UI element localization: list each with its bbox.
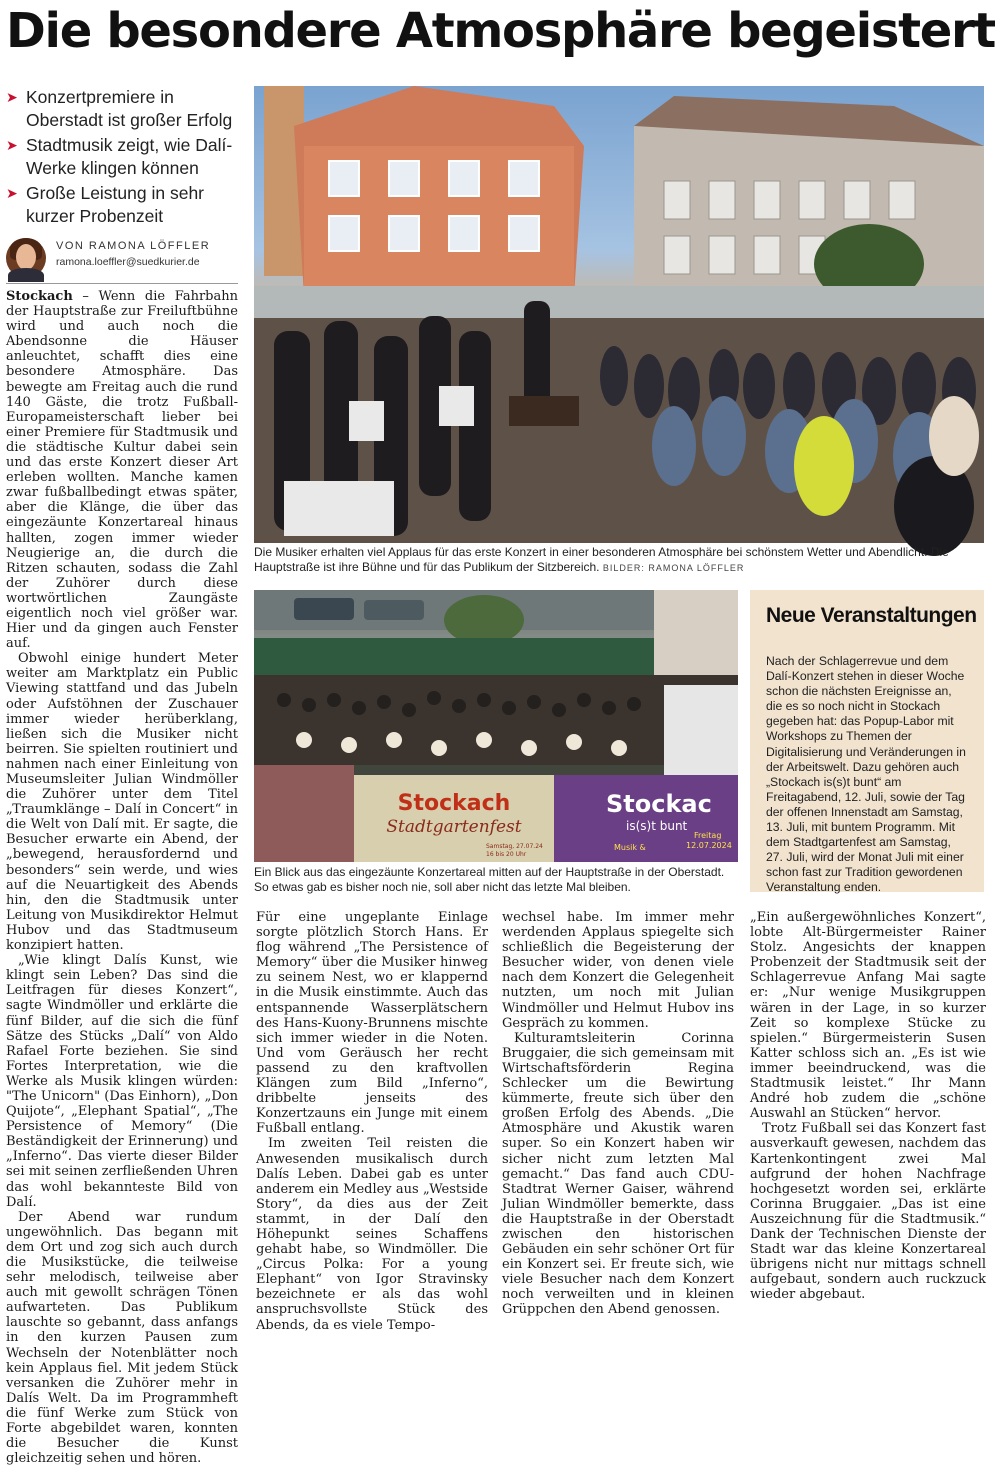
article-paragraph [6,289,238,651]
paragraph-text: – Wenn die Fahrbahn der Hauptstraße zur Freiluftbühne wird und auch noch die Abendsonne die Häuser anleuchtet, schafft dies eine besondere Atmosphäre. Das bewegte am Freitag auch die rund 140 Gäste, die trotz Fußball-Europameisterschaft lieber bei einer Premiere für Stadtmusik und die städtische Kultur dabei sein und das erste Konzert dieser Art erleben wollten. Manche kamen zwar fußballbedingt etwas später, aber die Klänge, die über das eingezäunte Konzertareal hinaus hallten, zogen immer wieder Neugierige an, die durch die Ritzen schauten, sodass die Zahl der Zuhörer durch diese wortwörtlichen Zaungäste eigentlich noch viel größer war. Hier und da gingen auch Fenster auf. [6,289,238,652]
teaser-bullet-text: Große Leistung in sehr kurzer Probenzeit [26,183,205,226]
arrow-bullet-icon: ➤ [6,137,18,153]
teaser-bullets [6,86,246,230]
article-paragraph: Im zweiten Teil reisten die Anwesenden musikalisch durch Dalís Leben. Dabei gab es unter anderem ein Medley aus „Westside Story“, da dies aus der Zeit stammt, in der Dalí den Höhepunkt seines Schaffens gehabt habe, so Windmöller. Die „Circus Polka: For a young Elephant“ von Igor Stravinsky bezeichnete er als das wohl anspruchsvollste Stück des Abends, da es viele Tempo- [256,1136,488,1333]
article-paragraph: Obwohl einige hundert Meter weiter am Marktplatz ein Public Viewing stattfand und das Jubeln oder Aufstöhnen der Zuschauer immer wieder herüberklang, ließen sich die Musiker nicht beirren. Sie spielten routiniert und nahmen nach einer Einleitung von Museumsleiter Julian Windmöller die Zuhörer unter dem Titel „Traumklänge – Dalí in Concert“ in die Welt von Dalí mit. Er sagte, die Besucher erwarte ein Abend, der „bewegend, herausfordernd und besonders“ sein werde, und wies auf die Neuartigkeit des Abends hin, den die Stadtmusik unter Leitung von Musikdirektor Helmut Hubov und das Stadtmuseum konzipiert hatten. [6,651,238,954]
photo-credit: BILDER: RAMONA LÖFFLER [602,563,745,573]
author-name: VON RAMONA LÖFFLER [56,240,211,252]
photo-illustration [254,86,984,543]
info-box-title: Neue Veranstaltungen [766,604,977,627]
banner-right-extra: Musik & [614,843,646,852]
photo1-caption [254,545,984,576]
headline: Die besondere Atmosphäre begeistert [6,3,995,59]
article-column-1 [6,289,238,1466]
author-avatar [6,238,46,278]
article-column-2 [256,910,488,1333]
banner-left-sub: Stadtgartenfest [386,817,522,837]
photo2-caption: Ein Blick aus das eingezäunte Konzertareal mitten auf der Hauptstraße in der Oberstadt. So etwas gab es bisher noch nie, soll aber nicht das letzte Mal bleiben. [254,865,725,894]
article-paragraph: „Ein außergewöhnliches Konzert“, lobte Alt-Bürgermeister Rainer Stolz. Angesichts der knappen Probenzeit der Stadtmusik seit der Schlagerrevue Anfang Mai sagte er: „Nur wenige Musikgruppen wären in der Lage, in so kurzer Zeit so komplexe Stücke zu spielen.“ Bürgermeisterin Susen Katter schloss sich an. „Es ist wie immer beeindruckend, was die Stadtmusik leistet.“ Ihr Mann André hob zudem die „schöne Auswahl an Stücken“ hervor. [750,910,986,1122]
info-box [750,590,984,895]
banner-left-title: Stockach [397,791,511,816]
article-paragraph: Trotz Fußball sei das Konzert fast ausverkauft gewesen, nachdem das Kartenkontingent zwei Mal aufgrund der hohen Nachfrage hochgesetzt worden sei, erklärte Corinna Bruggaier. „Das ist eine Auszeichnung für die Stadtmusik.“ Dank der Technischen Dienste der Stadt war das kleine Konzertareal übrigens nicht nur mittags schnell aufgebaut, sondern auch ruckzuck wieder abgebaut. [750,1121,986,1303]
banner-left-date: Samstag, 27.07.24 [486,843,543,850]
dateline: Stockach [6,289,73,304]
info-box-text: Nach der Schlagerrevue und dem Dalí-Konzert stehen in dieser Woche schon die nächsten Ereignisse an, die es so noch nicht in Stockach gegeben hat: das Popup-Labor mit Workshops zu Themen der Digitalisierung und Veränderungen in der Arbeitswelt. Dazu gehören auch „Stockach is(s)t bunt“ am Freitagabend, 12. Juli, sowie der Tag der offenen Innenstadt am Samstag, 13. Juli, mit buntem Programm. Mit dem Stadtgartenfest am Samstag, 27. Juli, wird der Monat Juli mit einer schon fast zur Tradition gewordenen Veranstaltung enden. [766,654,966,895]
article-paragraph: Für eine ungeplante Einlage sorgte plötzlich Storch Hans. Er flog während „The Persistence of Memory“ über die Musiker hinweg zu seinem Nest, wo er klappernd in die Musik einstimmte. Auch das entspannende Wasserplätschern des Hans-Kuony-Brunnens mischte sich immer wieder in die Noten. Und vom Geräusch her recht passend zu den kraftvollen Klängen zum Bild „Inferno“, dribbelte jenseits des Konzertzauns ein Junge mit einem Fußball entlang. [256,910,488,1137]
photo-illustration [254,590,738,862]
teaser-bullet-text: Konzertpremiere in Oberstadt ist großer Erfolg [26,87,233,130]
concert-audience-photo [254,86,984,543]
article-paragraph: Kulturamtsleiterin Corinna Bruggaier, die sich gemeinsam mit Wirtschaftsförderin Regina Schlecker um die Bewirtung kümmerte, freute sich über den großen Erfolg des Abends. „Die Atmosphäre und Akustik waren super. So ein Konzert haben wir sicher nicht zum letzten Mal gemacht.“ Das fand auch CDU-Stadtrat Werner Gaiser, während Julian Windmöller bemerkte, dass die Hauptstraße in der Oberstadt zwischen den historischen Gebäuden ein sehr schöner Ort für ein Konzert sei. Er freute sich, wie viele Besucher nach dem Konzert noch verweilten und in kleinen Grüppchen den Abend genossen. [502,1030,734,1318]
arrow-bullet-icon: ➤ [6,185,18,201]
banner-left-time: 16 bis 20 Uhr [486,851,527,858]
article-column-4 [750,910,986,1302]
article-column-3 [502,910,734,1318]
author-email[interactable]: ramona.loeffler@suedkurier.de [56,256,200,268]
concert-area-photo [254,590,738,862]
arrow-bullet-icon: ➤ [6,89,18,105]
article-paragraph: „Wie klingt Dalís Kunst, wie klingt sein Leben? Das sind die Leitfragen für dieses Konzert“, sagte Windmöller und erklärte die fünf Bilder, auf die sich die fünf Sätze des Stücks „Dalí“ von Aldo Rafael Forte beziehen. Sie sind Fortes Interpretation, wie die Werke als Musik klingen würden: "The Unicorn" (Das Einhorn), „Don Quijote“, „Elephant Spatial“, „The Persistence of Memory“ (Die Beständigkeit der Erinnerung) und „Inferno“. Das vierte dieser Bilder sei mit seinen zerfließenden Uhren das wohl bekannteste Bild von Dalí. [6,953,238,1210]
byline-divider [6,283,238,284]
article-paragraph: wechsel habe. Im immer mehr werdenden Applaus spiegelte sich schließlich die Begeisterung der Besucher wider, von denen viele nach dem Konzert die Gelegenheit nutzten, um noch mit Julian Windmöller und Helmut Hubov ins Gespräch zu kommen. [502,910,734,1031]
teaser-bullet-text: Stadtmusik zeigt, wie Dalí-Werke klingen können [26,135,233,178]
teaser-bullet [6,86,246,132]
teaser-bullet [6,182,246,228]
banner-right-title: Stockac [606,790,712,818]
article-paragraph: Der Abend war rundum ungewöhnlich. Das begann mit dem Ort und zog sich auch durch die Musikstücke, die teilweise sehr melodisch, teilweise aber auch mit gewollt schrägen Tönen aufwarteten. Das Publikum lauschte so gebannt, dass anfangs in den kurzen Pausen zum Wechseln der Notenblätter noch kein Applaus fiel. Mit jedem Stück versanken die Zuhörer mehr in Dalís Welt. Da im Programmheft die fünf Werke zum Stück von Forte abgebildet waren, konnten die Besucher die Kunst gleichzeitig sehen und hören. [6,1209,238,1466]
byline [6,236,246,282]
photo1-caption-text: Die Musiker erhalten viel Applaus für das erste Konzert in einer besonderen Atmosphäre bei schönstem Wetter und Abendlicht. Die Hauptstraße ist ihre Bühne und für das Publikum der Sitzbereich. [254,545,949,574]
banner-right-date: 12.07.2024 [686,841,732,850]
teaser-bullet [6,134,246,180]
banner-right-sub: is(s)t bunt [626,819,688,833]
banner-right-day: Freitag [694,831,722,840]
